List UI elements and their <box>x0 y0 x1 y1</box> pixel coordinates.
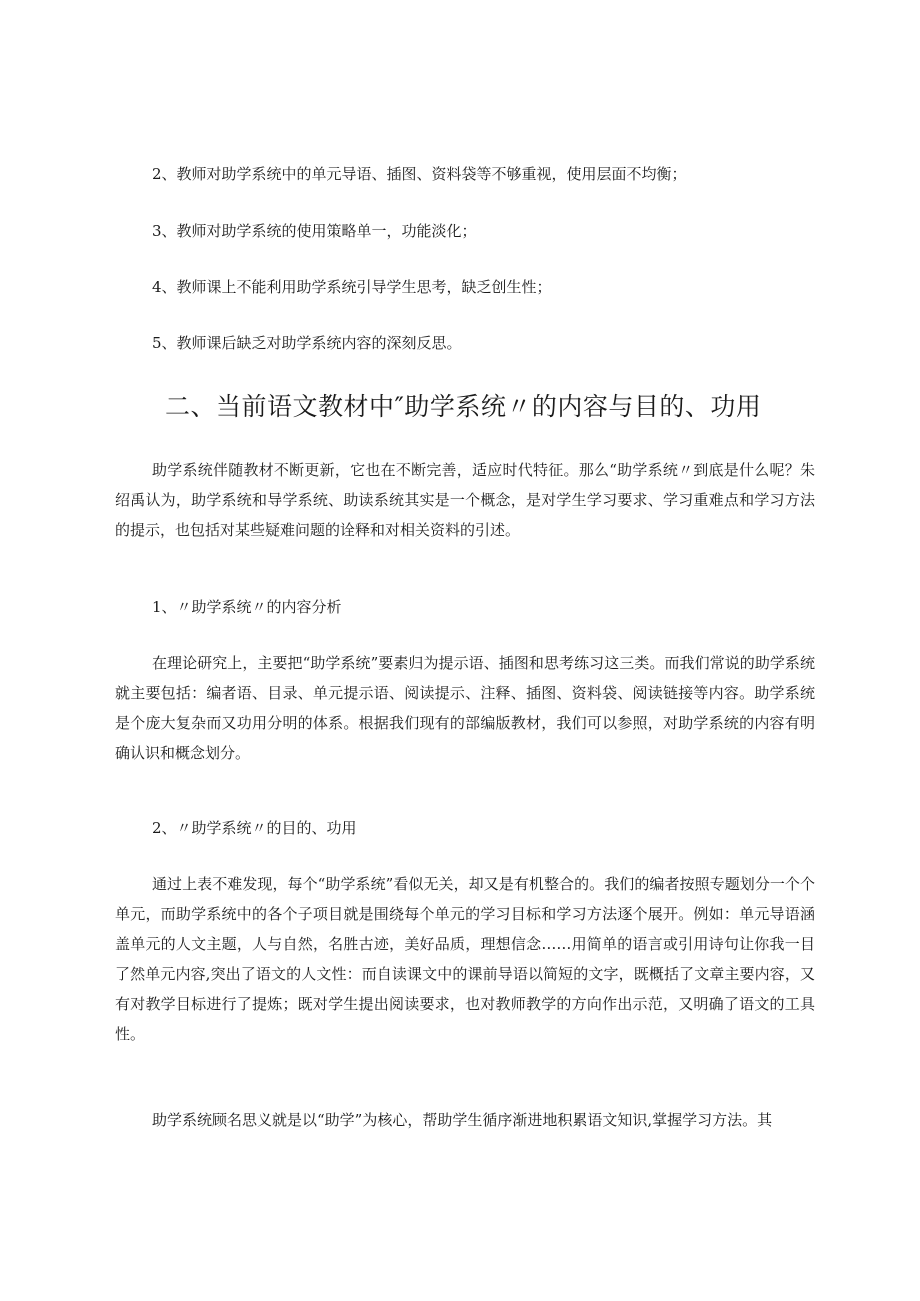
list-item: 3、教师对助学系统的使用策略单一，功能淡化； <box>152 222 477 240</box>
list-item: 5、教师课后缺乏对助学系统内容的深刻反思。 <box>152 334 462 352</box>
list-item: 2、教师对助学系统中的单元导语、插图、资料袋等不够重视，使用层面不均衡； <box>152 165 687 183</box>
paragraph: 助学系统伴随教材不断更新，它也在不断完善，适应时代特征。那么“助学系统〃到底是什么呢？朱绍禹认为，助学系统和导学系统、助读系统其实是一个概念，是对学生学习要求、学习重难点和学习方法的提示，也包括对某些疑难问题的诠释和对相关资料的引述。 <box>115 461 815 539</box>
section-heading: 二、当前语文教材中″助学系统〃的内容与目的、功用 <box>165 392 762 421</box>
paragraph: 通过上表不难发现，每个“助学系统”看似无关，却又是有机整合的。我们的编者按照专题划分一个个单元，而助学系统中的各个子项目就是围绕每个单元的学习目标和学习方法逐个展开。例如：单元导语涵盖单元的人文主题，人与自然，名胜古迹，美好品质，理想信念……用简单的语言或引用诗句让你我一目了然单元内容,突出了语文的人文性：而自读课文中的课前导语以简短的文字，既概括了文章主要内容，又有对教学目标进行了提炼；既对学生提出阅读要求，也对教师教学的方向作出示范，又明确了语文的工具性。 <box>115 875 815 1043</box>
subheading: 1、〃助学系统〃的内容分析 <box>152 598 342 616</box>
paragraph: 助学系统顾名思义就是以“助学”为核心，帮助学生循序渐进地积累语文知识,掌握学习方法。其 <box>152 1111 773 1129</box>
paragraph: 在理论研究上，主要把“助学系统”要素归为提示语、插图和思考练习这三类。而我们常说的助学系统就主要包括：编者语、目录、单元提示语、阅读提示、注释、插图、资料袋、阅读链接等内容。助学系统是个庞大复杂而又功用分明的体系。根据我们现有的部编版教材，我们可以参照，对助学系统的内容有明确认识和概念划分。 <box>115 654 815 762</box>
subheading: 2、〃助学系统〃的目的、功用 <box>152 819 357 837</box>
list-item: 4、教师课上不能利用助学系统引导学生思考，缺乏创生性； <box>152 278 552 296</box>
